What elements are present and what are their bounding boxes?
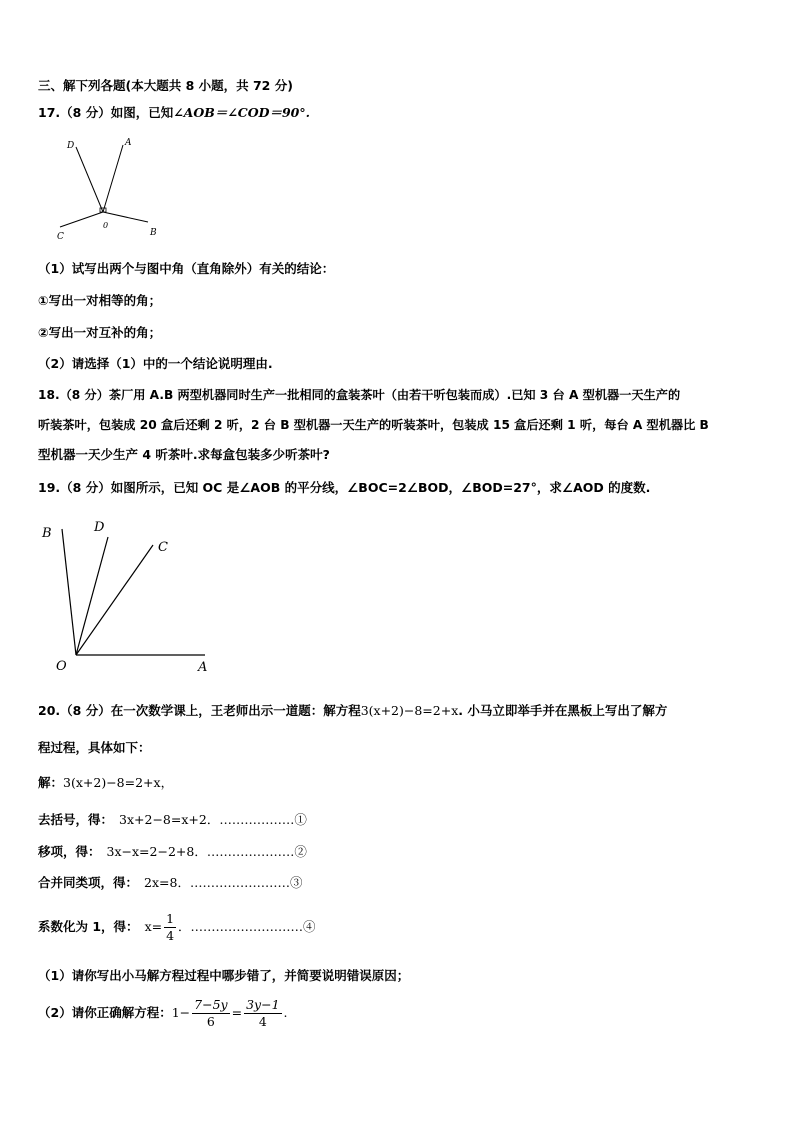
q20-line2: 程过程，具体如下： bbox=[38, 740, 151, 755]
section-heading: 三、解下列各题(本大题共 8 小题，共 72 分) bbox=[38, 78, 293, 93]
q20-part2 bbox=[38, 996, 288, 1030]
q20-step3 bbox=[38, 874, 302, 892]
q20-part2-equals: = bbox=[231, 1005, 243, 1020]
q20-step2-eq: 3x−x=2−2+8．…………………② bbox=[106, 844, 307, 859]
q17-ray-od bbox=[76, 147, 103, 212]
q20-solve-label: 解： bbox=[38, 775, 64, 790]
q17-label-c: C bbox=[57, 232, 64, 242]
q19-label-o: O bbox=[56, 659, 67, 674]
q20-line1-suffix: . 小马立即举手并在黑板上写出了解方 bbox=[458, 703, 668, 718]
q20-step2-label: 移项，得： bbox=[38, 844, 101, 859]
q17-item1: ①写出一对相等的角； bbox=[38, 293, 162, 308]
q20-line1 bbox=[38, 702, 667, 720]
q20-line1-eq: 3(x+2)−8=2+x bbox=[360, 703, 459, 718]
q19-label-a: A bbox=[198, 660, 208, 675]
q18-line3: 型机器一天少生产 4 听茶叶.求每盒包装多少听茶叶? bbox=[38, 447, 330, 462]
q20-step4-numerator: 1 bbox=[166, 911, 175, 926]
q20-step1-label: 去括号，得： bbox=[38, 812, 114, 827]
q20-step4-tail: ．………………………④ bbox=[178, 919, 316, 934]
q20-solve bbox=[38, 774, 173, 792]
q20-step4 bbox=[38, 910, 316, 944]
q17-part1: （1）试写出两个与图中角（直角除外）有关的结论： bbox=[38, 261, 335, 276]
q20-part2-denominator1: 6 bbox=[206, 1014, 215, 1029]
q19-statement: 19.（8 分）如图所示，已知 OC 是∠AOB 的平分线，∠BOC=2∠BOD，∠BOD=27°，求∠AOD 的度数. bbox=[38, 480, 651, 495]
q20-step2 bbox=[38, 843, 307, 861]
q20-line1-prefix: 20.（8 分）在一次数学课上，王老师出示一道题：解方程 bbox=[38, 703, 361, 718]
q17-statement bbox=[38, 104, 310, 122]
q17-ray-ob bbox=[103, 212, 148, 222]
q20-part2-tail: . bbox=[283, 1005, 288, 1020]
q20-step1-eq: 3x+2−8=x+2．………………① bbox=[119, 812, 307, 827]
q19-figure bbox=[38, 515, 228, 680]
q19-label-b: B bbox=[42, 526, 52, 541]
q20-step1 bbox=[38, 811, 307, 829]
q19-ray-od bbox=[76, 537, 108, 655]
q18-line2: 听装茶叶，包装成 20 盒后还剩 2 听，2 台 B 型机器一天生产的听装茶叶，包装成 15 盒后还剩 1 听，每台 A 型机器比 B bbox=[38, 418, 709, 432]
q17-label-d: D bbox=[67, 141, 75, 151]
q19-ray-oc bbox=[76, 545, 153, 655]
q18-line1: 18.（8 分）茶厂用 A.B 两型机器同时生产一批相同的盒装茶叶（由若干听包装而成）.已知 3 台 A 型机器一天生产的 bbox=[38, 388, 681, 402]
q20-part2-numerator1: 7−5y bbox=[194, 997, 228, 1012]
q17-ray-oc bbox=[60, 212, 103, 227]
q20-part1: （1）请你写出小马解方程过程中哪步错了，并简要说明错误原因； bbox=[38, 968, 410, 983]
q17-ray-oa bbox=[103, 145, 123, 212]
q20-part2-label: （2）请你正确解方程： bbox=[38, 1005, 172, 1020]
q19-label-d: D bbox=[94, 520, 105, 535]
q17-prefix: 17.（8 分）如图，已知 bbox=[38, 105, 174, 120]
q17-part2: （2）请选择（1）中的一个结论说明理由. bbox=[38, 356, 273, 371]
q20-solve-eq: 3(x+2)−8=2+x， bbox=[63, 775, 174, 790]
q17-label-b: B bbox=[150, 228, 157, 238]
q20-part2-lead: 1− bbox=[171, 1005, 191, 1020]
q20-step4-label: 系数化为 1，得： bbox=[38, 919, 139, 934]
q20-part2-denominator2: 4 bbox=[258, 1014, 267, 1029]
q20-step4-denominator: 4 bbox=[166, 928, 175, 943]
q17-label-o: 0 bbox=[103, 221, 109, 230]
q20-part2-numerator2: 3y−1 bbox=[246, 997, 280, 1012]
q17-formula: ∠AOB＝∠COD＝90°. bbox=[173, 105, 310, 120]
q20-step4-fraction bbox=[164, 911, 176, 944]
q17-item2: ②写出一对互补的角； bbox=[38, 325, 162, 340]
q20-step3-label: 合并同类项，得： bbox=[38, 875, 139, 890]
q19-ray-ob bbox=[62, 529, 76, 655]
q17-figure bbox=[50, 135, 170, 245]
q20-step4-lhs: x= bbox=[144, 919, 163, 934]
q17-label-a: A bbox=[125, 138, 132, 148]
q19-label-c: C bbox=[158, 540, 168, 555]
q20-part2-fraction2 bbox=[244, 997, 281, 1030]
q20-part2-fraction1 bbox=[192, 997, 229, 1030]
q20-step3-eq: 2x=8．……………………③ bbox=[144, 875, 303, 890]
